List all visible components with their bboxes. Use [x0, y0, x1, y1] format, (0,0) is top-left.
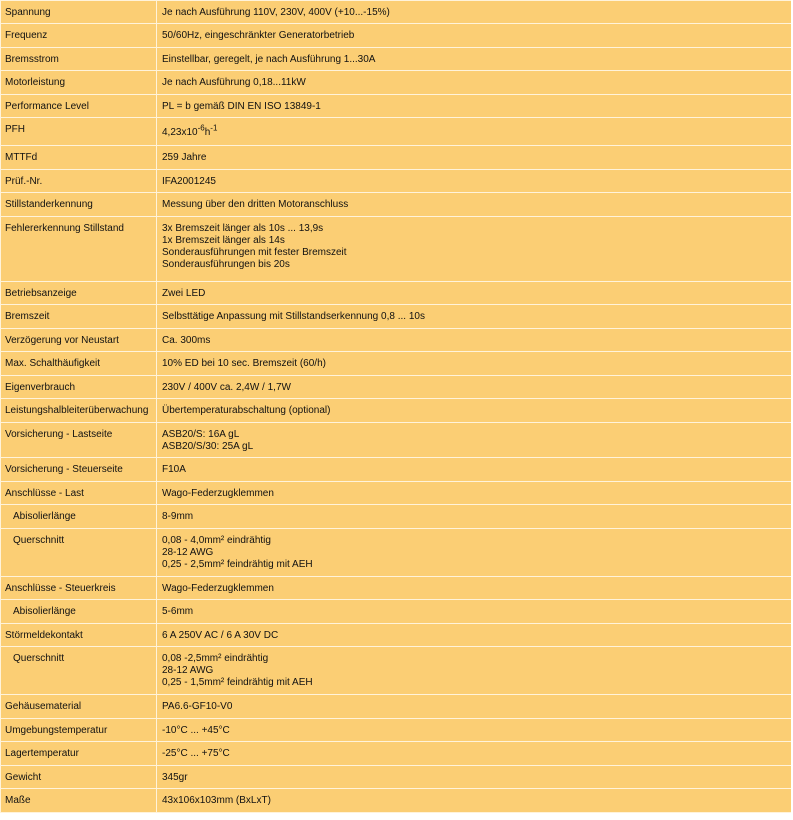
table-row [1, 766, 792, 789]
spec-value [157, 24, 792, 48]
spec-value-line: 259 Jahre [162, 152, 207, 163]
spec-value [157, 482, 792, 505]
table-row [1, 217, 792, 282]
spec-value [157, 624, 792, 647]
spec-value [157, 146, 792, 170]
spec-value-line: ASB20/S/30: 25A gL [162, 441, 254, 452]
spec-label: Gehäusematerial [1, 695, 157, 719]
spec-label: Bremsstrom [1, 48, 157, 71]
spec-value-line: Ca. 300ms [162, 335, 211, 346]
spec-value-line: Messung über den dritten Motoranschluss [162, 199, 349, 210]
spec-label: Performance Level [1, 95, 157, 118]
spec-value [157, 193, 792, 217]
spec-label: Querschnitt [1, 647, 157, 695]
spec-value [157, 647, 792, 695]
spec-value-line: Selbsttätige Anpassung mit Stillstandserkennung 0,8 ... 10s [162, 311, 425, 322]
table-row [1, 24, 792, 48]
spec-value [157, 577, 792, 600]
spec-value [157, 505, 792, 529]
spec-value [157, 458, 792, 482]
table-row [1, 482, 792, 505]
spec-value [157, 742, 792, 766]
spec-value-line: Wago-Federzugklemmen [162, 583, 274, 594]
spec-label: Verzögerung vor Neustart [1, 329, 157, 352]
spec-value-line: Sonderausführungen bis 20s [162, 259, 290, 270]
spec-value-line: Zwei LED [162, 288, 206, 299]
spec-value [157, 529, 792, 577]
spec-value-line: Je nach Ausführung 110V, 230V, 400V (+10...-15%) [162, 7, 390, 18]
spec-value [157, 399, 792, 423]
spec-label: Abisolierlänge [1, 505, 157, 529]
pfh-exponent: -6 [197, 123, 205, 133]
table-row [1, 505, 792, 529]
spec-label: Stillstanderkennung [1, 193, 157, 217]
table-row [1, 329, 792, 352]
spec-label: Prüf.-Nr. [1, 170, 157, 193]
spec-value-line: 10% ED bei 10 sec. Bremszeit (60/h) [162, 358, 326, 369]
spec-value-line: 28-12 AWG [162, 547, 214, 558]
spec-label: PFH [1, 118, 157, 146]
spec-value [157, 305, 792, 329]
spec-value-line: PA6.6-GF10-V0 [162, 701, 233, 712]
spec-value [157, 170, 792, 193]
table-row [1, 399, 792, 423]
spec-label: Spannung [1, 1, 157, 24]
spec-label: Eigenverbrauch [1, 376, 157, 399]
spec-value-line: PL = b gemäß DIN EN ISO 13849-1 [162, 101, 321, 112]
table-row [1, 193, 792, 217]
table-row [1, 719, 792, 742]
spec-value [157, 71, 792, 95]
spec-label: Querschnitt [1, 529, 157, 577]
spec-value [157, 48, 792, 71]
table-row [1, 458, 792, 482]
spec-value-line: 50/60Hz, eingeschränkter Generatorbetrieb [162, 30, 355, 41]
spec-value [157, 600, 792, 624]
spec-value-line: 6 A 250V AC / 6 A 30V DC [162, 630, 279, 641]
pfh-base: 4,23x10 [162, 127, 198, 138]
table-row [1, 742, 792, 766]
table-row [1, 352, 792, 376]
table-row [1, 600, 792, 624]
spec-value-line: 0,25 - 2,5mm² feindrähtig mit AEH [162, 559, 313, 570]
table-row [1, 789, 792, 813]
spec-label: Lagertemperatur [1, 742, 157, 766]
spec-value [157, 766, 792, 789]
spec-label: Maße [1, 789, 157, 813]
spec-value-line: ASB20/S: 16A gL [162, 429, 240, 440]
table-row [1, 71, 792, 95]
spec-label: Umgebungstemperatur [1, 719, 157, 742]
spec-value-line: -25°C ... +75°C [162, 748, 230, 759]
table-row [1, 95, 792, 118]
pfh-unit-exponent: -1 [210, 123, 218, 133]
spec-value-line: Einstellbar, geregelt, je nach Ausführung 1...30A [162, 54, 376, 65]
spec-label: Bremszeit [1, 305, 157, 329]
spec-value [157, 695, 792, 719]
table-row [1, 170, 792, 193]
spec-label: Frequenz [1, 24, 157, 48]
spec-value [157, 118, 792, 146]
spec-value-line: Übertemperaturabschaltung (optional) [162, 405, 331, 416]
table-row [1, 305, 792, 329]
table-row [1, 423, 792, 458]
spec-value [157, 352, 792, 376]
spec-label: Vorsicherung - Steuerseite [1, 458, 157, 482]
spec-value [157, 282, 792, 305]
spec-value [157, 1, 792, 24]
spec-value-line: 8-9mm [162, 511, 194, 522]
spec-value [157, 719, 792, 742]
spec-label: Motorleistung [1, 71, 157, 95]
spec-value [157, 329, 792, 352]
spec-value-line: 0,08 - 4,0mm² eindrähtig [162, 535, 271, 546]
spec-label: Abisolierlänge [1, 600, 157, 624]
table-row [1, 282, 792, 305]
spec-label: Störmeldekontakt [1, 624, 157, 647]
spec-value-line: 0,25 - 1,5mm² feindrähtig mit AEH [162, 677, 313, 688]
spec-value-line: 5-6mm [162, 606, 194, 617]
spec-value [157, 376, 792, 399]
spec-label: Max. Schalthäufigkeit [1, 352, 157, 376]
spec-value-line: 1x Bremszeit länger als 14s [162, 235, 285, 246]
spec-value-line: 28-12 AWG [162, 665, 214, 676]
spec-label: Anschlüsse - Last [1, 482, 157, 505]
table-row [1, 146, 792, 170]
table-row [1, 48, 792, 71]
spec-table-body [1, 1, 792, 813]
spec-value [157, 423, 792, 458]
spec-label: Fehlererkennung Stillstand [1, 217, 157, 282]
table-row [1, 1, 792, 24]
spec-label: Betriebsanzeige [1, 282, 157, 305]
spec-value [157, 789, 792, 813]
table-row [1, 695, 792, 719]
spec-label: Vorsicherung - Lastseite [1, 423, 157, 458]
table-row [1, 529, 792, 577]
spec-label: Leistungshalbleiterüberwachung [1, 399, 157, 423]
pfh-unit: h [204, 127, 211, 138]
spec-value-line: 43x106x103mm (BxLxT) [162, 795, 271, 806]
spec-value [157, 95, 792, 118]
spec-label: Gewicht [1, 766, 157, 789]
table-row [1, 577, 792, 600]
spec-value-line: Je nach Ausführung 0,18...11kW [162, 77, 306, 88]
spec-value-line: Sonderausführungen mit fester Bremszeit [162, 247, 347, 258]
spec-label: Anschlüsse - Steuerkreis [1, 577, 157, 600]
table-row [1, 624, 792, 647]
spec-value-line: 3x Bremszeit länger als 10s ... 13,9s [162, 223, 324, 234]
spec-value-line: 230V / 400V ca. 2,4W / 1,7W [162, 382, 291, 393]
spec-value-line: 0,08 -2,5mm² eindrähtig [162, 653, 269, 664]
spec-value [157, 217, 792, 282]
table-row [1, 376, 792, 399]
spec-value-line: IFA2001245 [162, 176, 216, 187]
spec-value-line: 345gr [162, 772, 188, 783]
spec-value-line: Wago-Federzugklemmen [162, 488, 274, 499]
spec-value-line: F10A [162, 464, 186, 475]
table-row [1, 647, 792, 695]
table-row [1, 118, 792, 146]
spec-label: MTTFd [1, 146, 157, 170]
spec-value-line: -10°C ... +45°C [162, 725, 230, 736]
